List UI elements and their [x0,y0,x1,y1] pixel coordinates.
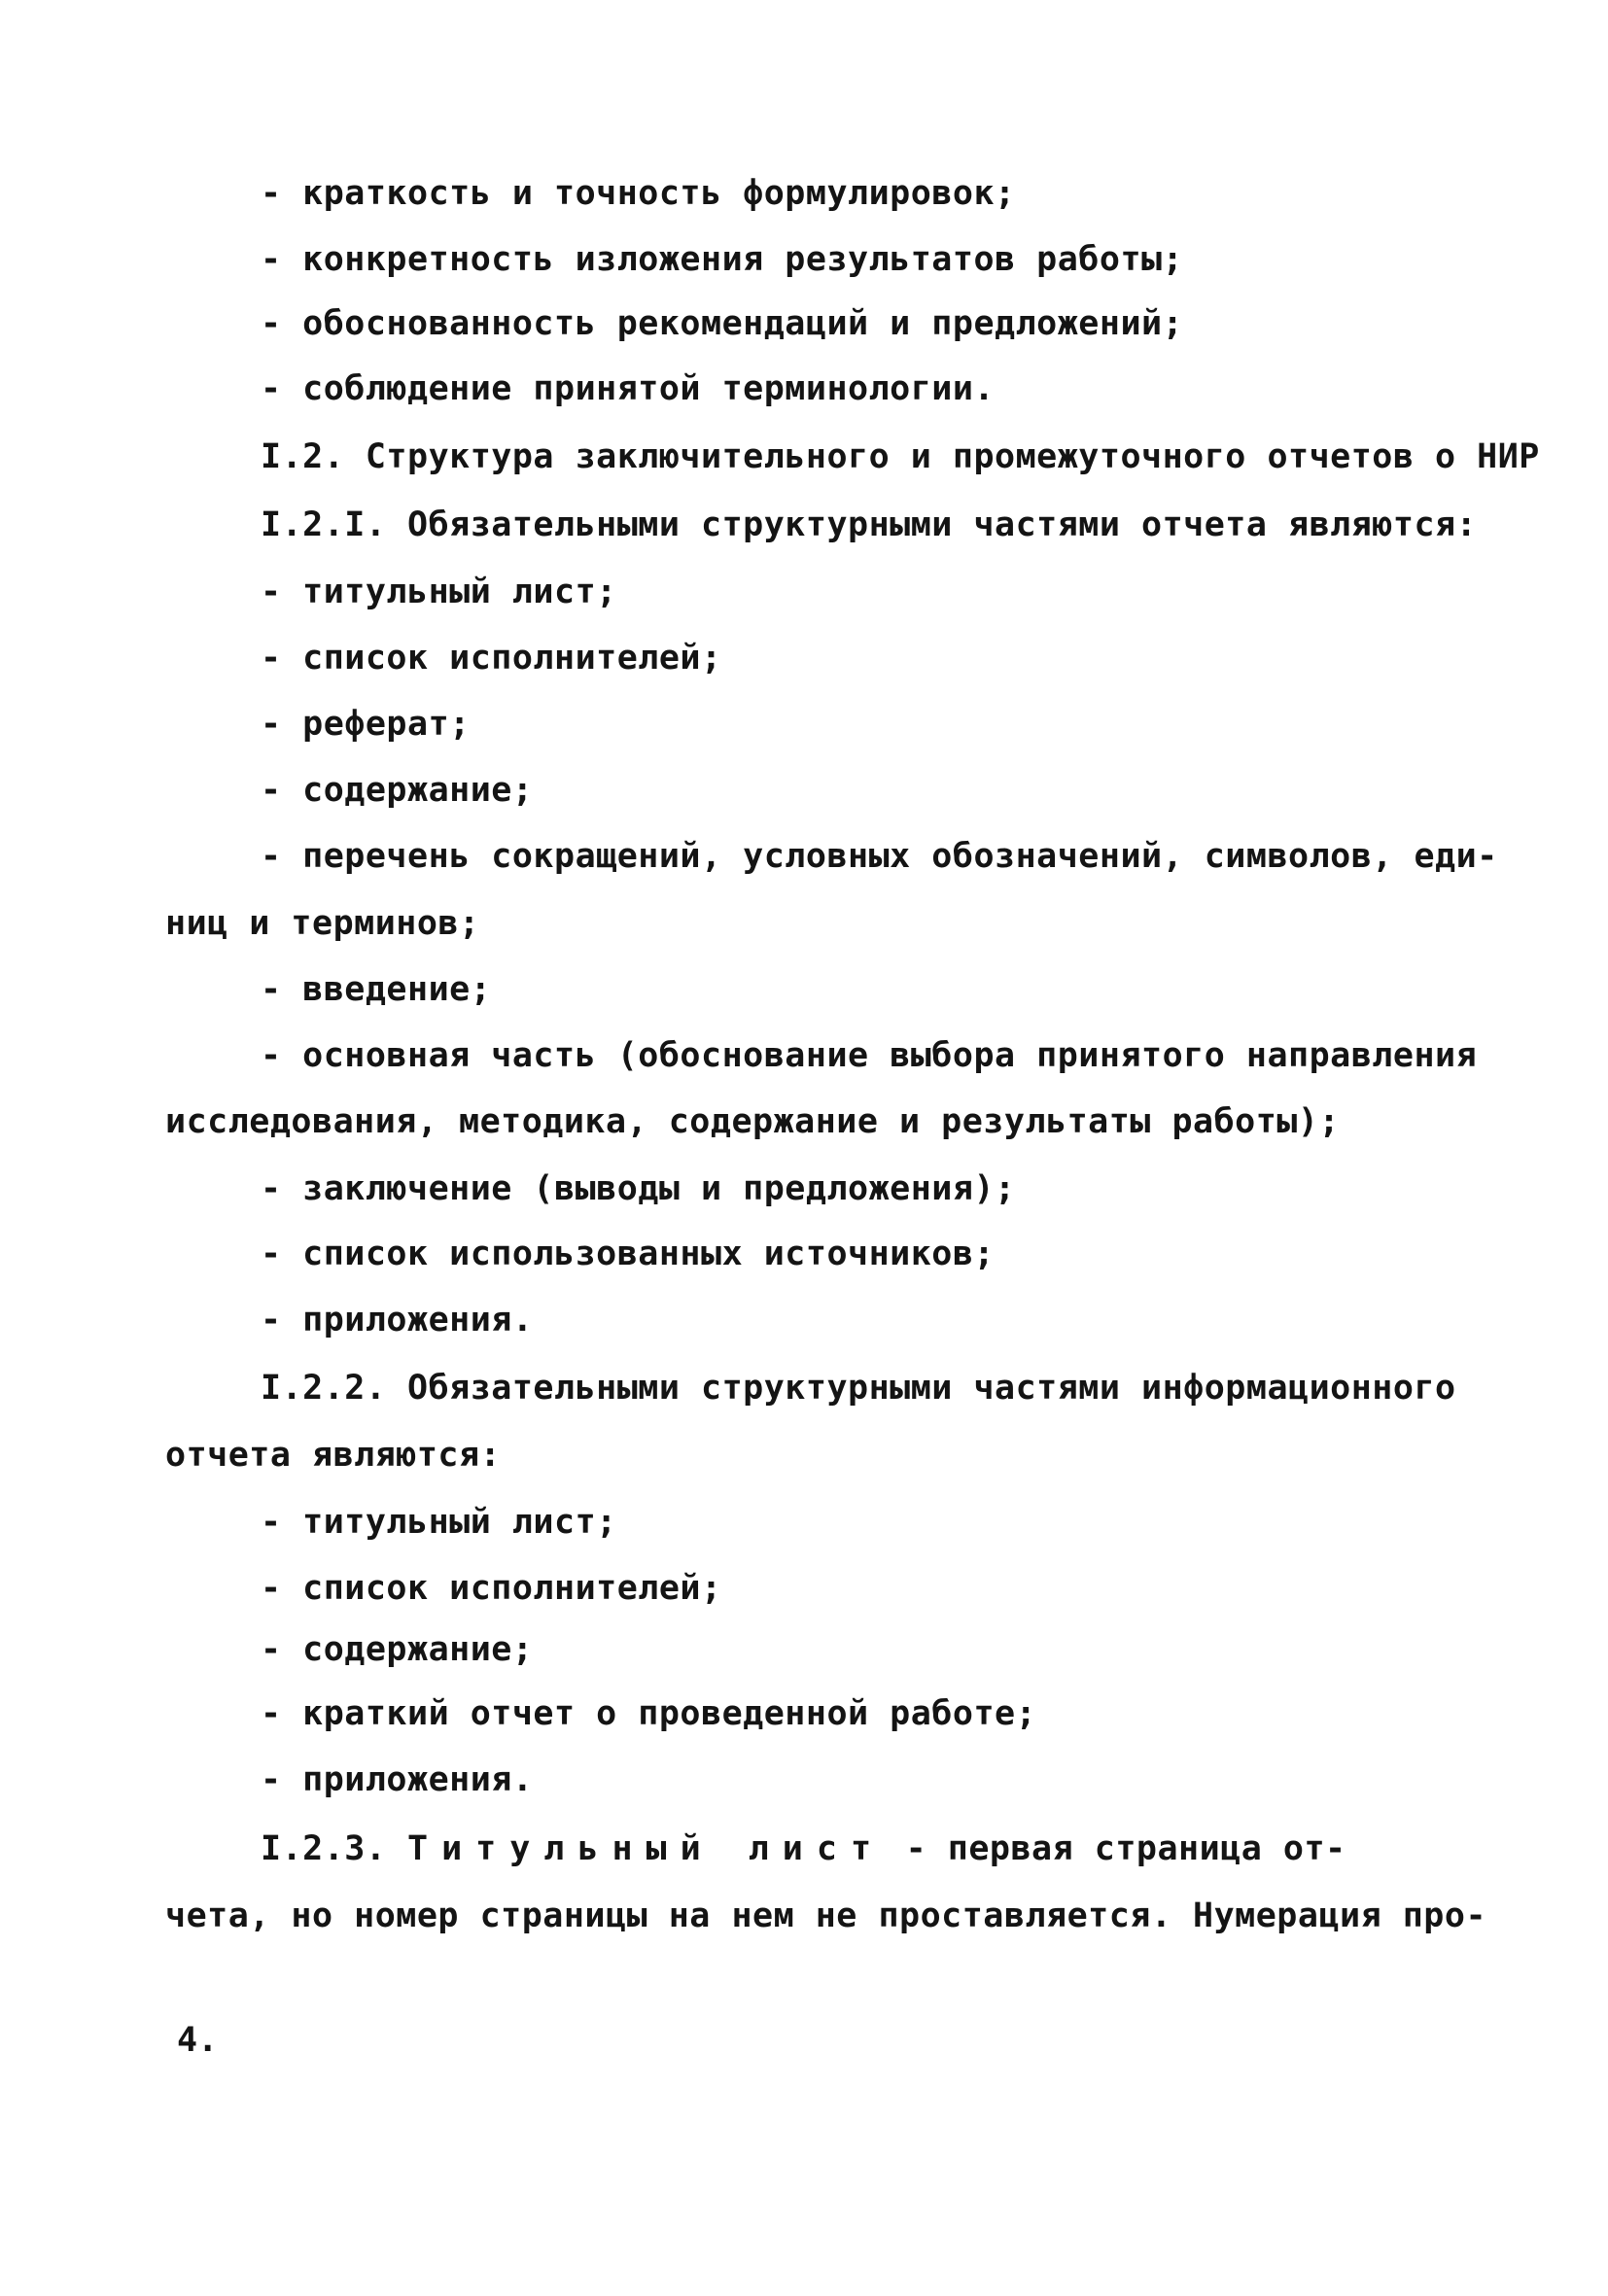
text-line: - конкретность изложения результатов работы; [261,240,1184,279]
list-item: - краткий отчет о проведенной работе; [261,1694,1037,1733]
list-item: - список исполнителей; [261,639,722,678]
text-line: - соблюдение принятой терминологии. [261,369,996,408]
page-number: 4. [177,2021,219,2060]
list-item: - титульный лист; [261,573,617,611]
subsection-heading [261,1825,1346,1873]
text-line: чета, но номер страницы на нем не проставляется. Нумерация про- [165,1896,1487,1935]
text-line: - краткость и точность формулировок; [261,174,1016,213]
subsection-heading: I.2.I. Обязательными структурными частями отчета являются: [261,505,1478,544]
list-item-continuation: исследования, методика, содержание и результаты работы); [165,1102,1341,1141]
list-item: - реферат; [261,705,471,744]
list-item: - титульный лист; [261,1503,617,1542]
list-item: - приложения. [261,1760,534,1799]
text-line: отчета являются: [165,1436,502,1475]
spaced-term: Титульный лист [407,1829,886,1868]
list-item: - перечень сокращений, условных обозначений, символов, еди- [261,837,1498,876]
heading-text: - первая страница от- [885,1829,1346,1868]
list-item: - основная часть (обоснование выбора принятого направления [261,1036,1478,1075]
list-item: - введение; [261,970,492,1009]
list-item: - приложения. [261,1301,534,1339]
section-heading: I.2. Структура заключительного и промежуточного отчетов о НИР [261,437,1540,476]
subsection-heading: I.2.2. Обязательными структурными частями информационного [261,1369,1456,1408]
list-item: - заключение (выводы и предложения); [261,1169,1016,1208]
section-number: I.2.3. [261,1829,408,1868]
list-item: - содержание; [261,1630,534,1669]
list-item: - список исполнителей; [261,1569,722,1608]
text-line: - обоснованность рекомендаций и предложений; [261,304,1184,343]
list-item: - список использованных источников; [261,1235,996,1273]
list-item: - содержание; [261,771,534,810]
list-item-continuation: ниц и терминов; [165,904,480,943]
